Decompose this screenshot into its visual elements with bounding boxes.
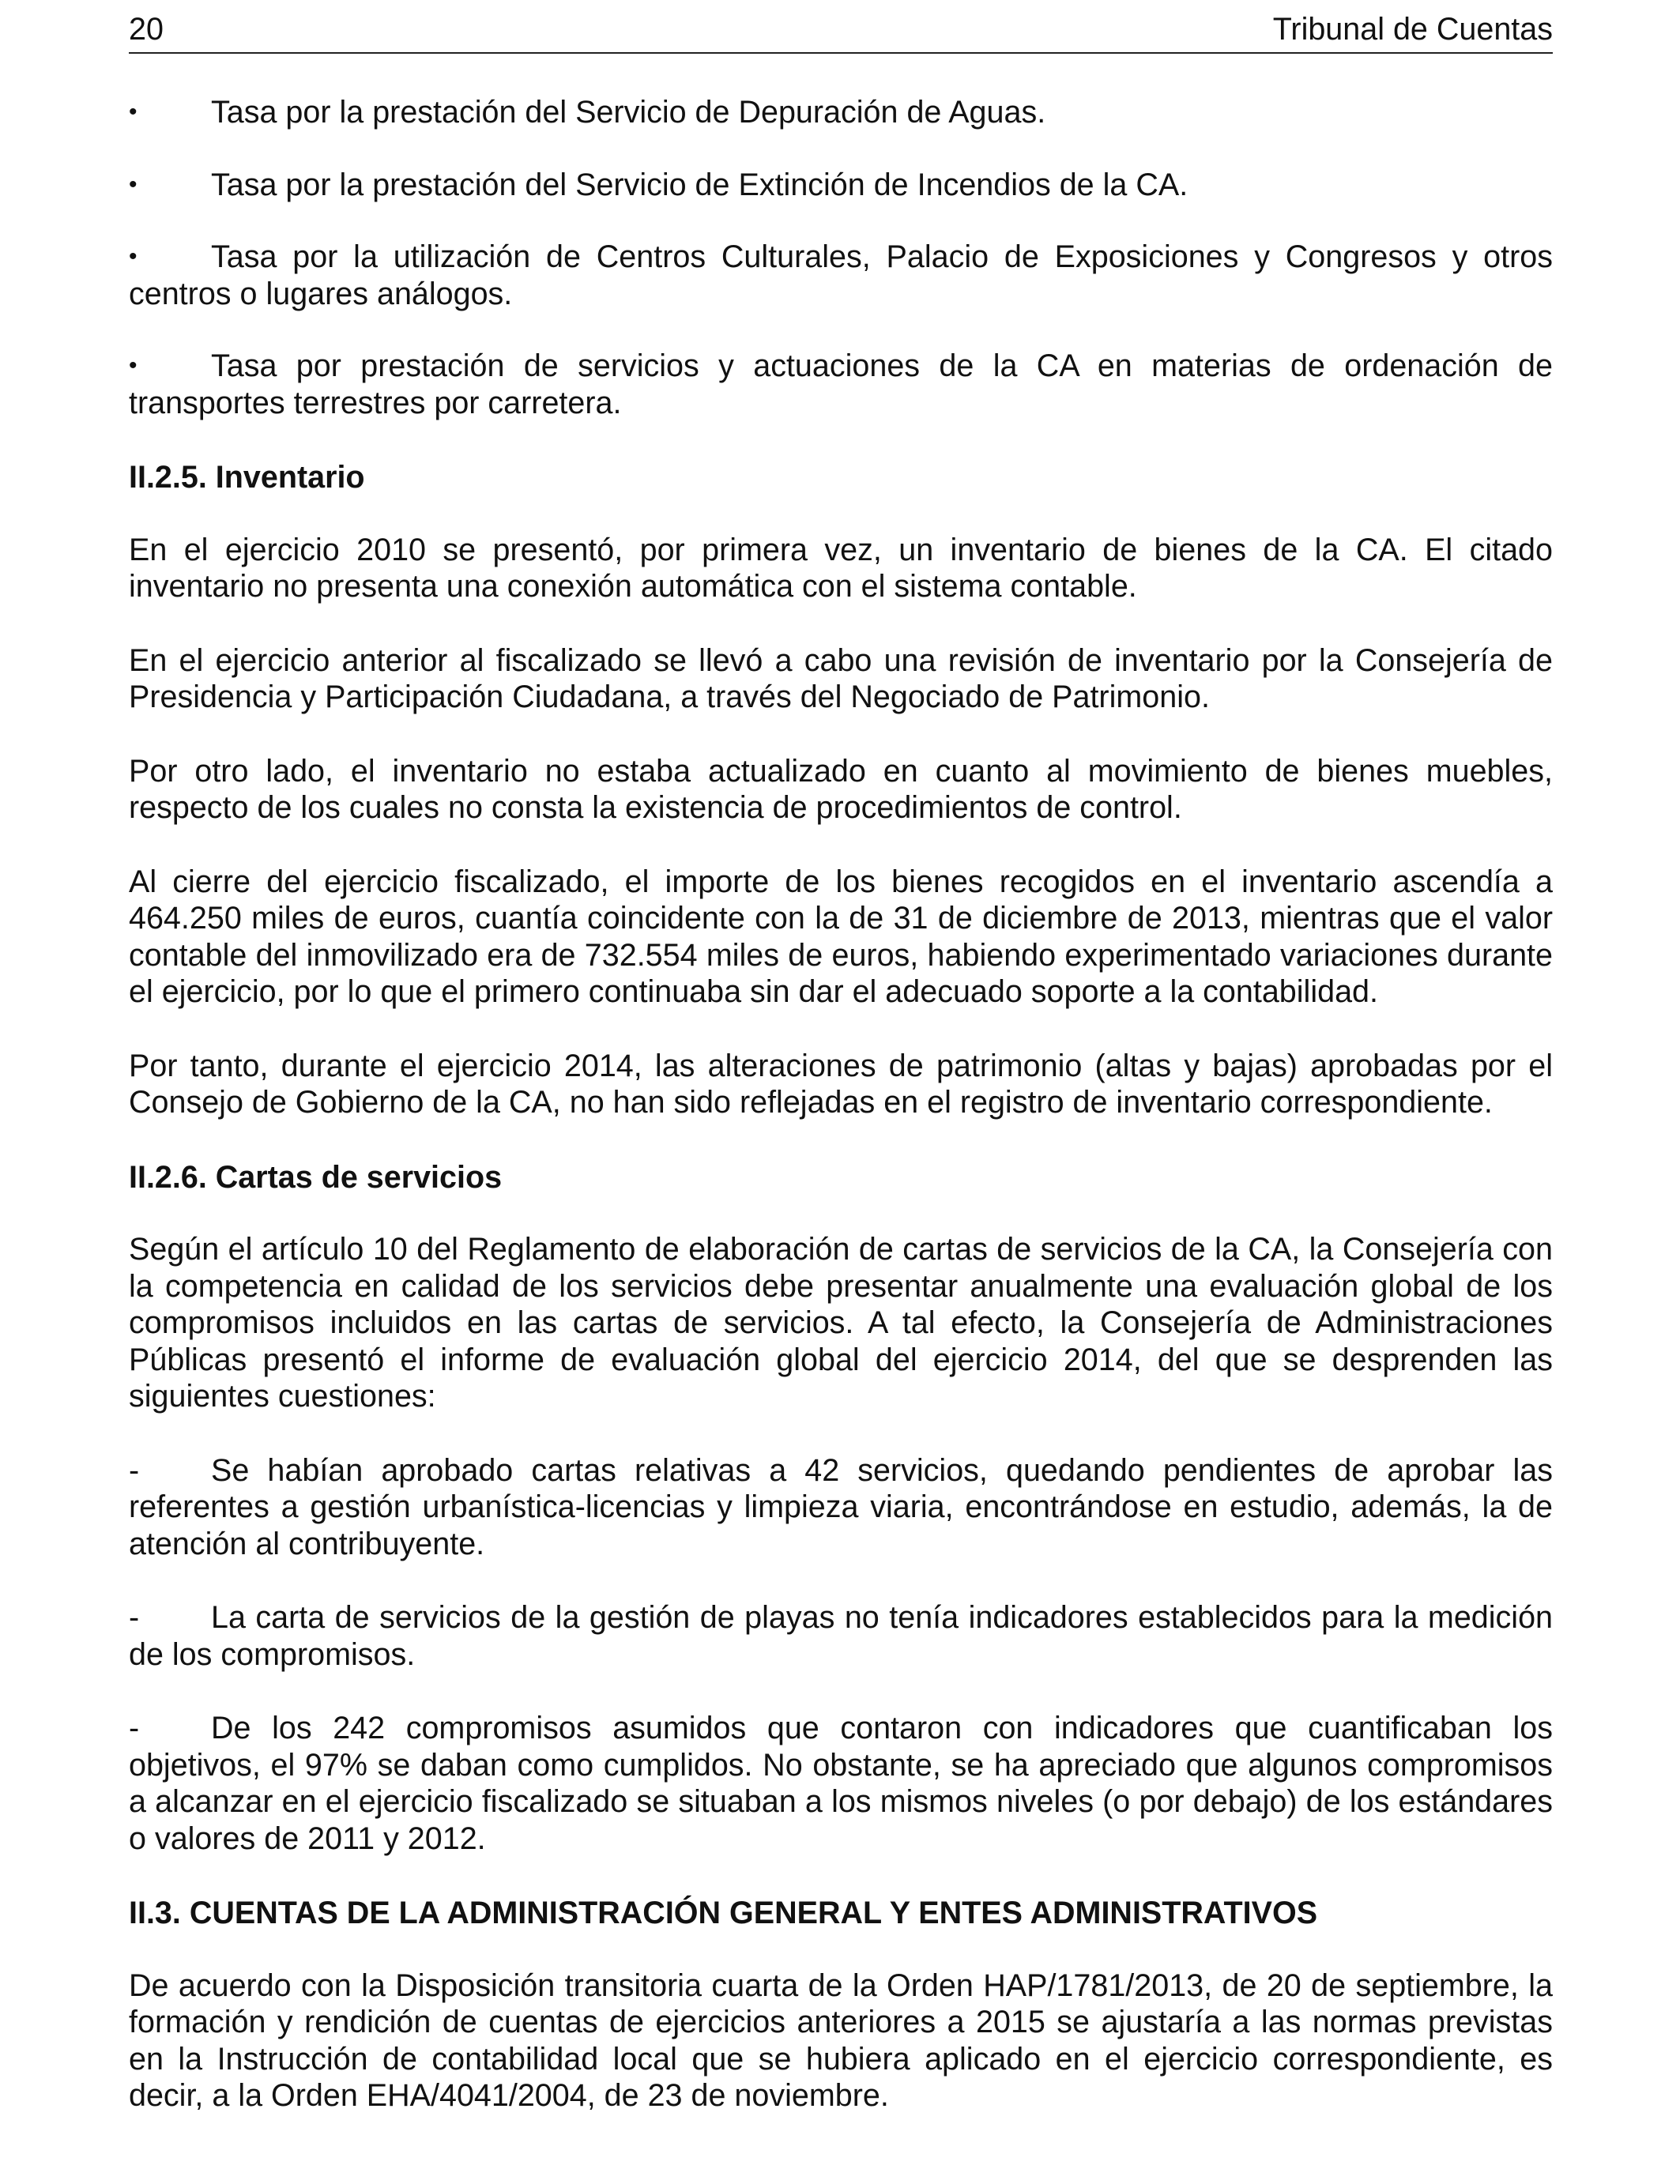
document-body bbox=[129, 94, 1553, 2152]
bullet-text: Tasa por prestación de servicios y actuaciones de la CA en materias de ordenación de transportes terrestres por carretera. bbox=[129, 348, 1553, 420]
paragraph: En el ejercicio anterior al fiscalizado se llevó a cabo una revisión de inventario por la Consejería de Presidencia y Participación Ciudadana, a través del Negociado de Patrimonio. bbox=[129, 642, 1553, 714]
section-heading-cartas: II.2.6. Cartas de servicios bbox=[129, 1159, 503, 1195]
dash-list-item bbox=[129, 1452, 1553, 1563]
paragraph: Según el artículo 10 del Reglamento de elaboración de cartas de servicios de la CA, la Consejería con la competencia en calidad de los servicios debe presentar anualmente una evaluación global de los compromisos incluidos en las cartas de servicios. A tal efecto, la Consejería de Administraciones Públicas presentó el informe de evaluación global del ejercicio 2014, del que se desprenden las siguientes cuestiones: bbox=[129, 1232, 1553, 1414]
section-heading-inventario: II.2.5. Inventario bbox=[129, 460, 365, 495]
paragraph: En el ejercicio 2010 se presentó, por primera vez, un inventario de bienes de la CA. El citado inventario no presenta una conexión automática con el sistema contable. bbox=[129, 532, 1553, 604]
bullet-icon: • bbox=[129, 352, 137, 378]
bullet-item bbox=[129, 167, 1553, 204]
dash-icon: - bbox=[129, 1600, 140, 1635]
bullet-icon: • bbox=[129, 171, 137, 198]
dash-item-text: De los 242 compromisos asumidos que contaron con indicadores que cuantificaban los objetivos, el 97% se daban como cumplidos. No obstante, se ha apreciado que algunos compromisos a alcanzar en el ejercicio fiscalizado se situaban a los mismos niveles (o por debajo) de los estándares o valores de 2011 y 2012. bbox=[129, 1711, 1553, 1856]
paragraph: Por tanto, durante el ejercicio 2014, las alteraciones de patrimonio (altas y bajas) aprobadas por el Consejo de Gobierno de la CA, no han sido reflejadas en el registro de inventario correspondiente. bbox=[129, 1048, 1553, 1120]
bullet-item bbox=[129, 239, 1553, 312]
paragraph: De acuerdo con la Disposición transitoria cuarta de la Orden HAP/1781/2013, de 20 de septiembre, la formación y rendición de cuentas de ejercicios anteriores a 2015 se ajustaría a las normas previstas en la Instrucción de contabilidad local que se hubiera aplicado en el ejercicio correspondiente, es decir, a la Orden EHA/4041/2004, de 23 de noviembre. bbox=[129, 1967, 1553, 2113]
section-heading-cuentas: II.3. CUENTAS DE LA ADMINISTRACIÓN GENERAL Y ENTES ADMINISTRATIVOS bbox=[129, 1896, 1318, 1930]
dash-list-item bbox=[129, 1599, 1553, 1673]
bullet-text: Tasa por la utilización de Centros Culturales, Palacio de Exposiciones y Congresos y otros centros o lugares análogos. bbox=[129, 239, 1553, 311]
bullet-text: Tasa por la prestación del Servicio de Extinción de Incendios de la CA. bbox=[211, 167, 1188, 202]
dash-list-item bbox=[129, 1710, 1553, 1857]
paragraph: Por otro lado, el inventario no estaba actualizado en cuanto al movimiento de bienes muebles, respecto de los cuales no consta la existencia de procedimientos de control. bbox=[129, 753, 1553, 825]
running-title: Tribunal de Cuentas bbox=[1272, 12, 1553, 47]
bullet-icon: • bbox=[129, 243, 137, 269]
dash-icon: - bbox=[129, 1452, 140, 1488]
page-header bbox=[129, 11, 1553, 54]
dash-icon: - bbox=[129, 1711, 140, 1745]
dash-item-text: La carta de servicios de la gestión de playas no tenía indicadores establecidos para la medición de los compromisos. bbox=[129, 1600, 1553, 1672]
paragraph: Al cierre del ejercicio fiscalizado, el importe de los bienes recogidos en el inventario ascendía a 464.250 miles de euros, cuantía coincidente con la de 31 de diciembre de 2013, mientras que el valor contable del inmovilizado era de 732.554 miles de euros, habiendo experimentado variaciones durante el ejercicio, por lo que el primero continuaba sin dar el adecuado soporte a la contabilidad. bbox=[129, 864, 1553, 1009]
page-number: 20 bbox=[129, 12, 164, 47]
bullet-item bbox=[129, 94, 1553, 131]
bullet-icon: • bbox=[129, 99, 137, 125]
dash-item-text: Se habían aprobado cartas relativas a 42 servicios, quedando pendientes de aprobar las referentes a gestión urbanística-licencias y limpieza viaria, encontrándose en estudio, además, la de atención al contribuyente. bbox=[129, 1452, 1553, 1561]
bullet-item bbox=[129, 348, 1553, 421]
bullet-text: Tasa por la prestación del Servicio de Depuración de Aguas. bbox=[211, 95, 1046, 130]
